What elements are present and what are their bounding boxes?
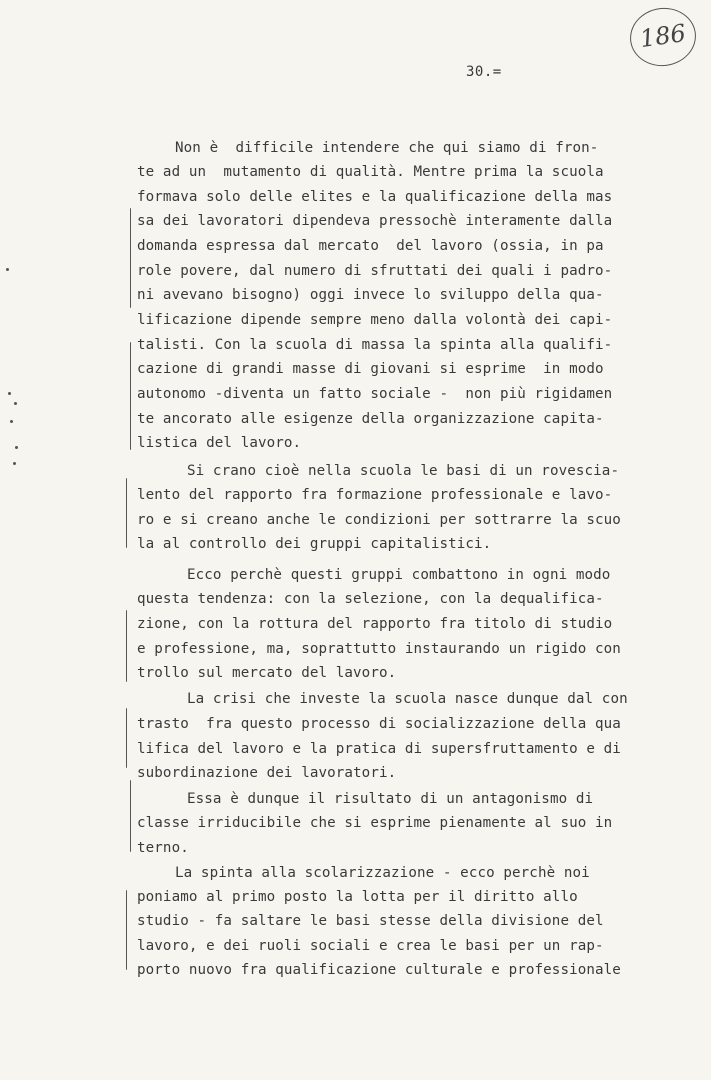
text-line: lento del rapporto fra formazione professionale e lavo- xyxy=(137,487,613,503)
archive-number: 186 xyxy=(638,18,688,54)
text-line: te ancorato alle esigenze della organizzazione capita- xyxy=(137,411,604,427)
text-line: terno. xyxy=(137,840,189,856)
text-line: La spinta alla scolarizzazione - ecco perchè noi xyxy=(175,865,590,881)
text-line: Essa è dunque il risultato di un antagonismo di xyxy=(187,791,594,807)
text-line: ni avevano bisogno) oggi invece lo sviluppo della qua- xyxy=(137,287,604,303)
scan-speck xyxy=(15,446,18,449)
scan-speck xyxy=(13,462,16,465)
scan-speck xyxy=(8,392,11,395)
text-line: lificazione dipende sempre meno dalla volontà dei capi- xyxy=(137,312,613,328)
page-number: 30.= xyxy=(466,64,502,80)
text-line: Non è difficile intendere che qui siamo di fron- xyxy=(175,140,599,156)
margin-bracket xyxy=(130,342,131,450)
margin-bracket xyxy=(126,708,127,768)
text-line: Ecco perchè questi gruppi combattono in ogni modo xyxy=(187,567,611,583)
margin-bracket xyxy=(130,208,131,308)
text-line: sa dei lavoratori dipendeva pressochè interamente dalla xyxy=(137,213,613,229)
margin-bracket xyxy=(126,890,127,970)
margin-bracket xyxy=(126,478,127,548)
text-line: trollo sul mercato del lavoro. xyxy=(137,665,397,681)
text-line: La crisi che investe la scuola nasce dunque dal con xyxy=(187,691,628,707)
margin-bracket xyxy=(126,610,127,682)
text-line: subordinazione dei lavoratori. xyxy=(137,765,397,781)
text-line: Si crano cioè nella scuola le basi di un rovescia- xyxy=(187,463,620,479)
text-line: listica del lavoro. xyxy=(137,435,302,451)
text-line: domanda espressa dal mercato del lavoro (ossia, in pa xyxy=(137,238,604,254)
archive-number-stamp xyxy=(626,4,699,71)
text-line: cazione di grandi masse di giovani si esprime in modo xyxy=(137,361,604,377)
text-line: lifica del lavoro e la pratica di supersfruttamento e di xyxy=(137,741,621,757)
text-line: zione, con la rottura del rapporto fra titolo di studio xyxy=(137,616,613,632)
text-line: role povere, dal numero di sfruttati dei quali i padro- xyxy=(137,263,613,279)
text-line: trasto fra questo processo di socializzazione della qua xyxy=(137,716,621,732)
text-line: formava solo delle elites e la qualificazione della mas xyxy=(137,189,613,205)
text-line: e professione, ma, soprattutto instaurando un rigido con xyxy=(137,641,621,657)
text-line: studio - fa saltare le basi stesse della divisione del xyxy=(137,913,604,929)
scan-speck xyxy=(14,402,17,405)
text-line: ro e si creano anche le condizioni per sottrarre la scuo xyxy=(137,512,621,528)
text-line: te ad un mutamento di qualità. Mentre prima la scuola xyxy=(137,164,604,180)
scan-speck xyxy=(6,268,9,271)
text-line: lavoro, e dei ruoli sociali e crea le basi per un rap- xyxy=(137,938,604,954)
text-line: talisti. Con la scuola di massa la spinta alla qualifi- xyxy=(137,337,613,353)
text-line: questa tendenza: con la selezione, con la dequalifica- xyxy=(137,591,604,607)
text-line: autonomo -diventa un fatto sociale - non più rigidamen xyxy=(137,386,613,402)
text-line: poniamo al primo posto la lotta per il diritto allo xyxy=(137,889,578,905)
margin-bracket xyxy=(130,780,131,852)
text-line: classe irriducibile che si esprime pienamente al suo in xyxy=(137,815,613,831)
scan-speck xyxy=(10,420,13,423)
text-line: porto nuovo fra qualificazione culturale e professionale xyxy=(137,962,621,978)
text-line: la al controllo dei gruppi capitalistici. xyxy=(137,536,492,552)
